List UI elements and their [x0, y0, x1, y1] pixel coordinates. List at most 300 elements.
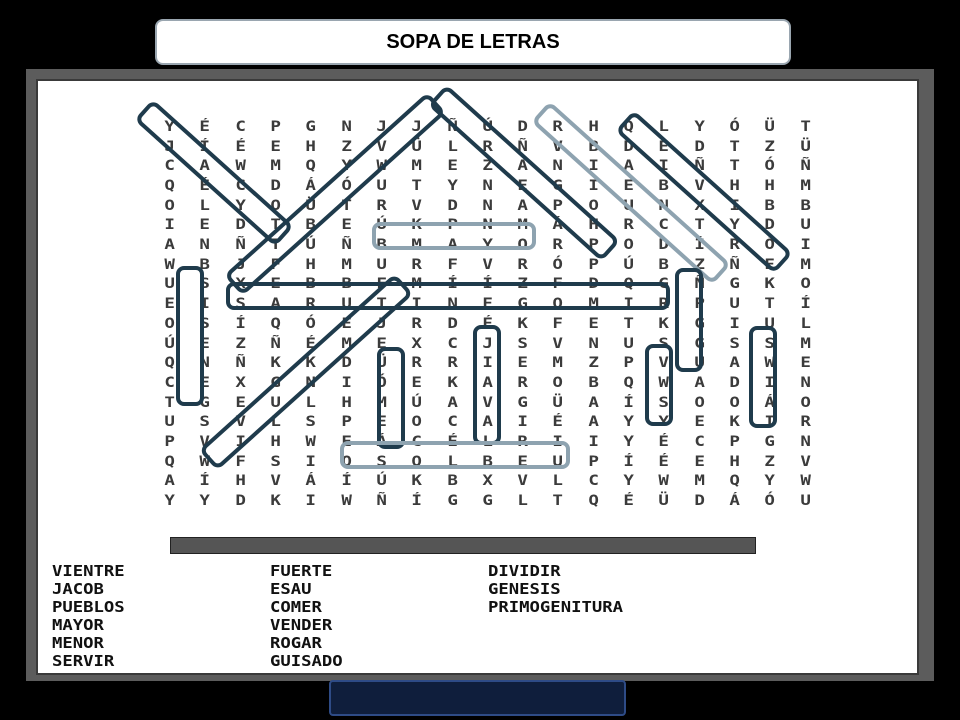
letter-cell[interactable]: Y [729, 217, 740, 234]
letter-cell[interactable]: Ü [658, 493, 670, 510]
letter-cell[interactable]: Á [376, 434, 387, 451]
letter-cell[interactable]: T [729, 138, 740, 155]
letter-cell[interactable]: Y [623, 414, 635, 431]
letter-cell[interactable]: G [658, 276, 670, 293]
letter-cell[interactable]: A [446, 237, 458, 254]
letter-cell[interactable]: É [305, 335, 317, 352]
letter-cell[interactable]: H [764, 177, 776, 194]
letter-cell[interactable]: A [729, 355, 740, 372]
letter-cell[interactable]: H [340, 394, 352, 411]
letter-cell[interactable]: U [164, 414, 175, 431]
letter-cell[interactable]: B [376, 237, 387, 254]
letter-cell[interactable]: E [517, 453, 529, 470]
letter-cell[interactable]: Ó [764, 493, 776, 510]
letter-cell[interactable]: B [340, 276, 352, 293]
letter-cell[interactable]: M [376, 394, 387, 411]
letter-cell[interactable]: A [164, 237, 175, 254]
letter-cell[interactable]: E [694, 453, 705, 470]
letter-cell[interactable]: R [411, 355, 423, 372]
letter-cell[interactable]: Á [305, 473, 317, 490]
letter-cell[interactable]: O [340, 453, 352, 470]
letter-cell[interactable]: P [588, 453, 599, 470]
letter-cell[interactable]: Ú [376, 217, 387, 234]
letter-cell[interactable]: Á [729, 493, 740, 510]
letter-cell[interactable]: E [517, 177, 529, 194]
letter-cell[interactable]: N [199, 237, 211, 254]
letter-cell[interactable]: P [588, 237, 599, 254]
letter-cell[interactable]: G [446, 493, 458, 510]
letter-cell[interactable]: B [588, 138, 599, 155]
letter-cell[interactable]: N [199, 355, 211, 372]
letter-cell[interactable]: E [694, 414, 705, 431]
letter-cell[interactable]: T [694, 217, 705, 234]
letter-cell[interactable]: E [446, 158, 458, 175]
letter-cell[interactable]: F [270, 256, 281, 273]
letter-cell[interactable]: E [482, 296, 493, 313]
letter-cell[interactable]: A [482, 414, 493, 431]
letter-cell[interactable]: K [446, 374, 458, 391]
letter-cell[interactable]: O [270, 197, 281, 214]
letter-cell[interactable]: K [305, 355, 317, 372]
letter-cell[interactable]: U [376, 256, 387, 273]
letter-cell[interactable]: B [658, 256, 670, 273]
letter-cell[interactable]: O [623, 237, 635, 254]
letter-cell[interactable]: E [235, 394, 246, 411]
letter-cell[interactable]: R [517, 256, 529, 273]
letter-cell[interactable]: V [482, 256, 493, 273]
letter-cell[interactable]: E [764, 256, 776, 273]
letter-cell[interactable]: Í [446, 276, 458, 293]
letter-cell[interactable]: L [482, 434, 493, 451]
letter-cell[interactable]: T [411, 177, 423, 194]
letter-cell[interactable]: N [800, 374, 811, 391]
letter-cell[interactable]: Q [623, 374, 635, 391]
letter-cell[interactable]: A [199, 158, 211, 175]
letter-cell[interactable]: V [517, 473, 529, 490]
letter-cell[interactable]: E [164, 296, 175, 313]
letter-cell[interactable]: Y [164, 493, 175, 510]
letter-cell[interactable]: D [270, 177, 281, 194]
letter-cell[interactable]: Q [164, 177, 175, 194]
letter-cell[interactable]: R [482, 138, 493, 155]
letter-cell[interactable]: O [588, 197, 599, 214]
letter-cell[interactable]: Y [658, 414, 670, 431]
letter-cell[interactable]: Í [482, 276, 493, 293]
letter-cell[interactable]: E [376, 414, 387, 431]
letter-cell[interactable]: Ó [376, 374, 387, 391]
letter-cell[interactable]: M [800, 177, 811, 194]
letter-cell[interactable]: N [482, 177, 493, 194]
letter-cell[interactable]: Y [764, 473, 776, 490]
letter-cell[interactable]: C [588, 473, 599, 490]
letter-cell[interactable]: G [729, 276, 740, 293]
letter-cell[interactable]: S [658, 335, 670, 352]
letter-cell[interactable]: U [164, 276, 175, 293]
letter-cell[interactable]: Ñ [270, 335, 281, 352]
letter-cell[interactable]: U [623, 197, 635, 214]
letter-cell[interactable]: I [588, 177, 599, 194]
letter-cell[interactable]: M [517, 217, 529, 234]
letter-cell[interactable]: N [658, 197, 670, 214]
letter-cell[interactable]: Q [305, 158, 317, 175]
letter-cell[interactable]: T [764, 296, 776, 313]
letter-cell[interactable]: A [270, 296, 281, 313]
letter-cell[interactable]: U [800, 493, 811, 510]
letter-cell[interactable]: B [800, 197, 811, 214]
letter-cell[interactable]: Y [694, 118, 705, 135]
letter-cell[interactable]: D [588, 276, 599, 293]
letter-cell[interactable]: B [199, 256, 211, 273]
letter-cell[interactable]: Ú [164, 335, 175, 352]
letter-cell[interactable]: R [376, 197, 387, 214]
letter-cell[interactable]: J [411, 118, 423, 135]
letter-cell[interactable]: A [588, 414, 599, 431]
letter-cell[interactable]: B [305, 217, 317, 234]
letter-cell[interactable]: É [199, 118, 211, 135]
letter-cell[interactable]: S [199, 414, 211, 431]
letter-cell[interactable]: W [658, 473, 670, 490]
letter-cell[interactable]: D [235, 217, 246, 234]
letter-cell[interactable]: D [340, 355, 352, 372]
letter-cell[interactable]: Z [517, 276, 529, 293]
letter-cell[interactable]: H [305, 138, 317, 155]
letter-cell[interactable]: G [694, 315, 705, 332]
letter-cell[interactable]: Ü [764, 118, 776, 135]
letter-cell[interactable]: I [800, 237, 811, 254]
letter-cell[interactable]: Q [270, 315, 281, 332]
letter-cell[interactable]: U [729, 296, 740, 313]
letter-cell[interactable]: Ú [482, 118, 493, 135]
letter-cell[interactable]: Í [199, 138, 211, 155]
letter-cell[interactable]: P [270, 118, 281, 135]
letter-cell[interactable]: J [376, 315, 387, 332]
letter-cell[interactable]: D [446, 197, 458, 214]
letter-cell[interactable]: U [623, 335, 635, 352]
letter-cell[interactable]: D [658, 237, 670, 254]
action-button[interactable] [329, 680, 626, 716]
letter-cell[interactable]: K [270, 493, 281, 510]
letter-cell[interactable]: Í [623, 394, 635, 411]
letter-cell[interactable]: W [340, 493, 352, 510]
letter-cell[interactable]: C [694, 434, 705, 451]
letter-cell[interactable]: W [199, 453, 211, 470]
letter-cell[interactable]: O [694, 394, 705, 411]
letter-cell[interactable]: M [340, 335, 352, 352]
letter-cell[interactable]: B [764, 197, 776, 214]
letter-cell[interactable]: E [340, 217, 352, 234]
letter-cell[interactable]: Q [588, 493, 599, 510]
letter-cell[interactable]: F [235, 453, 246, 470]
letter-cell[interactable]: Z [764, 453, 776, 470]
letter-cell[interactable]: G [517, 296, 529, 313]
letter-cell[interactable]: I [588, 158, 599, 175]
letter-cell[interactable]: N [800, 434, 811, 451]
letter-cell[interactable]: B [588, 374, 599, 391]
letter-cell[interactable]: C [164, 374, 175, 391]
letter-cell[interactable]: Í [340, 473, 352, 490]
letter-cell[interactable]: W [305, 434, 317, 451]
letter-cell[interactable]: W [164, 256, 175, 273]
letter-cell[interactable]: E [411, 374, 423, 391]
letter-cell[interactable]: M [800, 335, 811, 352]
letter-cell[interactable]: H [235, 473, 246, 490]
letter-cell[interactable]: G [305, 118, 317, 135]
letter-cell[interactable]: D [446, 315, 458, 332]
letter-cell[interactable]: E [517, 355, 529, 372]
letter-cell[interactable]: N [482, 217, 493, 234]
letter-cell[interactable]: Í [623, 453, 635, 470]
letter-cell[interactable]: K [411, 473, 423, 490]
letter-cell[interactable]: É [446, 434, 458, 451]
letter-cell[interactable]: V [376, 138, 387, 155]
letter-cell[interactable]: O [411, 414, 423, 431]
letter-cell[interactable]: H [588, 118, 599, 135]
letter-cell[interactable]: Ñ [446, 118, 458, 135]
letter-cell[interactable]: R [517, 434, 529, 451]
letter-cell[interactable]: L [658, 118, 670, 135]
letter-cell[interactable]: O [800, 276, 811, 293]
letter-cell[interactable]: L [305, 394, 317, 411]
letter-cell[interactable]: W [235, 158, 246, 175]
letter-cell[interactable]: K [517, 315, 529, 332]
letter-cell[interactable]: A [164, 473, 175, 490]
letter-cell[interactable]: S [235, 296, 246, 313]
letter-cell[interactable]: O [164, 197, 175, 214]
letter-cell[interactable]: C [446, 414, 458, 431]
letter-cell[interactable]: N [340, 118, 352, 135]
letter-cell[interactable]: I [340, 374, 352, 391]
letter-cell[interactable]: F [552, 315, 564, 332]
letter-cell[interactable]: É [658, 434, 670, 451]
letter-cell[interactable]: Ñ [517, 138, 529, 155]
letter-cell[interactable]: G [552, 177, 564, 194]
letter-cell[interactable]: T [623, 315, 635, 332]
letter-cell[interactable]: Y [199, 493, 211, 510]
letter-cell[interactable]: Y [482, 237, 493, 254]
letter-cell[interactable]: W [800, 473, 811, 490]
letter-cell[interactable]: Ñ [800, 158, 811, 175]
letter-cell[interactable]: M [800, 256, 811, 273]
letter-cell[interactable]: H [305, 256, 317, 273]
letter-cell[interactable]: J [482, 335, 493, 352]
letter-cell[interactable]: D [694, 138, 705, 155]
letter-cell[interactable]: U [764, 315, 776, 332]
letter-cell[interactable]: Q [623, 276, 635, 293]
letter-cell[interactable]: I [411, 296, 423, 313]
letter-cell[interactable]: Q [164, 355, 175, 372]
letter-cell[interactable]: R [411, 315, 423, 332]
letter-cell[interactable]: A [694, 374, 705, 391]
letter-cell[interactable]: P [164, 434, 175, 451]
letter-cell[interactable]: I [729, 315, 740, 332]
letter-cell[interactable]: F [552, 276, 564, 293]
letter-cell[interactable]: Í [411, 493, 423, 510]
letter-cell[interactable]: Í [235, 315, 246, 332]
letter-cell[interactable]: Í [800, 296, 811, 313]
letter-cell[interactable]: I [482, 355, 493, 372]
letter-cell[interactable]: E [588, 315, 599, 332]
letter-cell[interactable]: D [623, 138, 635, 155]
letter-cell[interactable]: M [588, 296, 599, 313]
letter-cell[interactable]: M [411, 237, 423, 254]
letter-cell[interactable]: L [800, 315, 811, 332]
letter-cell[interactable]: E [270, 276, 281, 293]
letter-cell[interactable]: R [411, 256, 423, 273]
letter-cell[interactable]: H [729, 177, 740, 194]
letter-cell[interactable]: R [729, 237, 740, 254]
letter-cell[interactable]: Ñ [694, 276, 705, 293]
letter-cell[interactable]: É [623, 493, 635, 510]
letter-cell[interactable]: Y [340, 158, 352, 175]
letter-cell[interactable]: E [199, 217, 211, 234]
letter-cell[interactable]: S [270, 453, 281, 470]
letter-cell[interactable]: G [517, 394, 529, 411]
letter-cell[interactable]: L [199, 197, 211, 214]
letter-cell[interactable]: M [270, 158, 281, 175]
letter-cell[interactable]: C [446, 335, 458, 352]
letter-cell[interactable]: O [729, 394, 740, 411]
letter-cell[interactable]: X [694, 197, 705, 214]
letter-cell[interactable]: P [694, 296, 705, 313]
letter-cell[interactable]: S [305, 414, 317, 431]
letter-cell[interactable]: T [270, 237, 281, 254]
letter-cell[interactable]: X [235, 276, 246, 293]
letter-cell[interactable]: I [764, 414, 776, 431]
letter-cell[interactable]: Y [164, 118, 175, 135]
letter-cell[interactable]: J [164, 138, 175, 155]
letter-cell[interactable]: C [235, 177, 246, 194]
letter-cell[interactable]: Z [694, 256, 705, 273]
letter-cell[interactable]: I [729, 197, 740, 214]
letter-cell[interactable]: W [658, 374, 670, 391]
letter-cell[interactable]: N [482, 197, 493, 214]
letter-cell[interactable]: Ó [340, 177, 352, 194]
letter-cell[interactable]: Q [164, 453, 175, 470]
letter-cell[interactable]: Í [694, 237, 705, 254]
letter-cell[interactable]: Y [623, 473, 635, 490]
letter-cell[interactable]: U [376, 177, 387, 194]
letter-cell[interactable]: U [270, 394, 281, 411]
letter-cell[interactable]: Ñ [235, 237, 246, 254]
letter-cell[interactable]: H [270, 434, 281, 451]
letter-cell[interactable]: V [199, 434, 211, 451]
letter-cell[interactable]: Ó [552, 256, 564, 273]
letter-cell[interactable]: T [800, 118, 811, 135]
letter-cell[interactable]: D [694, 493, 705, 510]
letter-cell[interactable]: X [482, 473, 493, 490]
letter-cell[interactable]: Y [623, 434, 635, 451]
letter-cell[interactable]: E [800, 355, 811, 372]
letter-cell[interactable]: V [482, 394, 493, 411]
letter-cell[interactable]: M [340, 256, 352, 273]
letter-cell[interactable]: V [552, 138, 564, 155]
letter-cell[interactable]: V [694, 177, 705, 194]
letter-cell[interactable]: K [729, 414, 740, 431]
letter-cell[interactable]: I [552, 434, 564, 451]
letter-cell[interactable]: I [199, 296, 211, 313]
letter-cell[interactable]: A [482, 374, 493, 391]
letter-cell[interactable]: A [446, 394, 458, 411]
letter-cell[interactable]: L [552, 473, 564, 490]
letter-cell[interactable]: U [340, 296, 352, 313]
letter-cell[interactable]: É [552, 414, 564, 431]
letter-cell[interactable]: U [552, 453, 564, 470]
letter-cell[interactable]: Z [482, 158, 493, 175]
letter-cell[interactable]: U [694, 355, 705, 372]
letter-cell[interactable]: N [588, 335, 599, 352]
letter-cell[interactable]: I [305, 493, 317, 510]
letter-cell[interactable]: A [517, 158, 529, 175]
letter-cell[interactable]: Á [305, 177, 317, 194]
letter-cell[interactable]: V [270, 473, 281, 490]
letter-cell[interactable]: B [305, 276, 317, 293]
letter-cell[interactable]: T [340, 197, 352, 214]
letter-cell[interactable]: Q [623, 118, 635, 135]
letter-cell[interactable]: E [199, 335, 211, 352]
letter-cell[interactable]: M [694, 473, 705, 490]
letter-cell[interactable]: Ó [764, 237, 776, 254]
letter-cell[interactable]: S [729, 335, 740, 352]
letter-cell[interactable]: N [552, 158, 564, 175]
letter-cell[interactable]: Ó [729, 118, 740, 135]
letter-cell[interactable]: B [446, 473, 458, 490]
letter-cell[interactable]: R [552, 118, 564, 135]
letter-cell[interactable]: Ü [552, 394, 564, 411]
letter-cell[interactable]: P [340, 414, 352, 431]
letter-cell[interactable]: L [446, 453, 458, 470]
letter-cell[interactable]: Y [446, 177, 458, 194]
letter-cell[interactable]: E [376, 335, 387, 352]
letter-cell[interactable]: C [235, 118, 246, 135]
letter-cell[interactable]: Ñ [729, 256, 740, 273]
letter-cell[interactable]: É [658, 453, 670, 470]
letter-cell[interactable]: Ú [305, 237, 317, 254]
letter-cell[interactable]: Z [588, 355, 599, 372]
letter-cell[interactable]: G [764, 434, 776, 451]
letter-cell[interactable]: C [658, 217, 670, 234]
letter-cell[interactable]: B [482, 453, 493, 470]
letter-cell[interactable]: K [764, 276, 776, 293]
letter-cell[interactable]: X [411, 335, 423, 352]
letter-cell[interactable]: G [270, 374, 281, 391]
letter-cell[interactable]: Á [552, 217, 564, 234]
letter-cell[interactable]: Í [199, 473, 211, 490]
letter-cell[interactable]: Z [340, 138, 352, 155]
letter-cell[interactable]: Ñ [694, 158, 705, 175]
letter-cell[interactable]: Ü [305, 197, 317, 214]
letter-cell[interactable]: N [446, 296, 458, 313]
letter-cell[interactable]: P [588, 256, 599, 273]
letter-cell[interactable]: A [517, 197, 529, 214]
letter-cell[interactable]: S [376, 453, 387, 470]
letter-cell[interactable]: L [270, 414, 281, 431]
letter-cell[interactable]: V [411, 197, 423, 214]
letter-cell[interactable]: D [764, 217, 776, 234]
letter-cell[interactable]: C [164, 158, 175, 175]
letter-cell[interactable]: K [411, 217, 423, 234]
letter-cell[interactable]: V [800, 453, 811, 470]
letter-cell[interactable]: H [588, 217, 599, 234]
letter-cell[interactable]: R [658, 296, 670, 313]
letter-cell[interactable]: O [164, 315, 175, 332]
letter-cell[interactable]: I [658, 158, 670, 175]
letter-cell[interactable]: Ó [305, 315, 317, 332]
letter-cell[interactable]: É [235, 138, 246, 155]
letter-cell[interactable]: L [446, 138, 458, 155]
letter-cell[interactable]: M [411, 276, 423, 293]
letter-cell[interactable]: S [517, 335, 529, 352]
letter-cell[interactable]: E [270, 138, 281, 155]
